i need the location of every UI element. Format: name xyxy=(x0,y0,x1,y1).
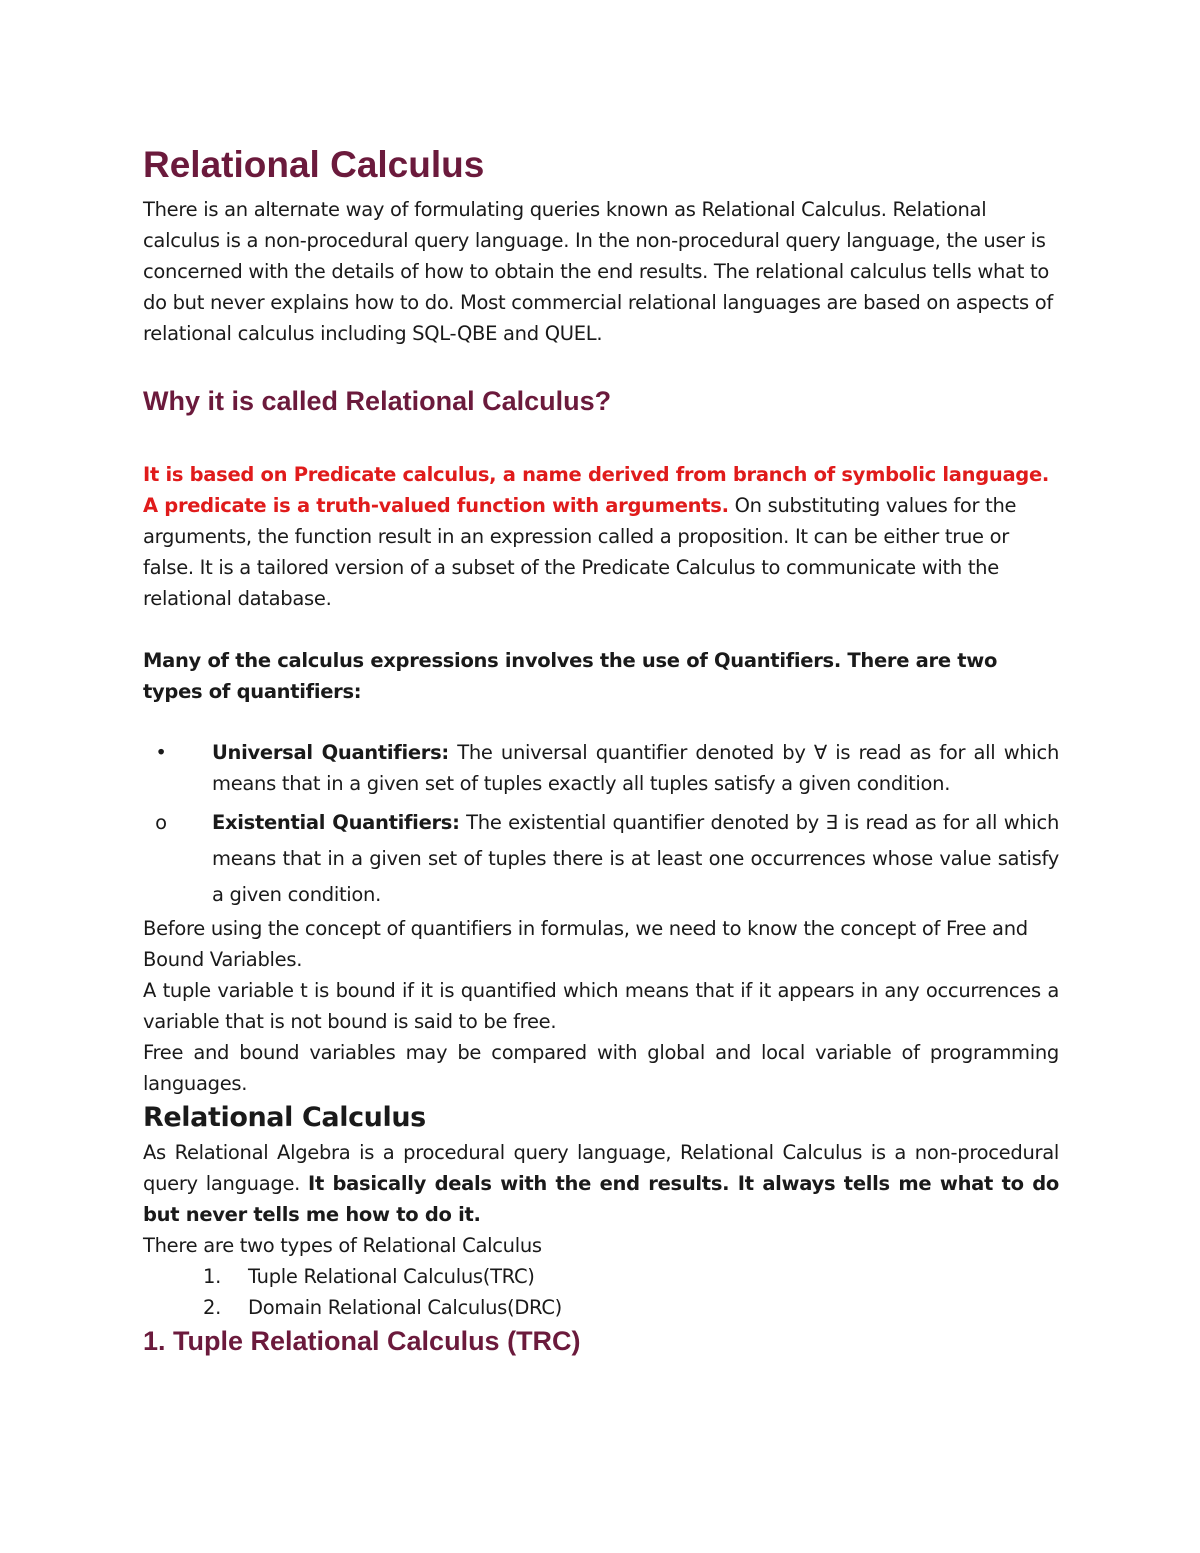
list-item xyxy=(143,805,1059,913)
list-number: 2. xyxy=(203,1296,222,1319)
quantifier-label: Universal Quantifiers: xyxy=(212,741,449,764)
free-bound-paragraph-3: Free and bound variables may be compared with global and local variable of programming languages. xyxy=(143,1041,1059,1095)
why-heading: Why it is called Relational Calculus? xyxy=(143,386,612,416)
types-intro: There are two types of Relational Calculus xyxy=(143,1234,542,1257)
list-item-label: Tuple Relational Calculus(TRC) xyxy=(248,1265,535,1288)
page-title: Relational Calculus xyxy=(143,144,485,185)
circle-bullet-icon: o xyxy=(155,811,167,834)
section-bold-text: It basically deals with the end results. It always tells me what to do but never tells me how to do it. xyxy=(143,1172,1060,1226)
free-bound-paragraph-2: A tuple variable t is bound if it is quantified which means that if it appears in any occurrences a variable that is not bound is said to be free. xyxy=(143,979,1059,1033)
intro-paragraph: There is an alternate way of formulating queries known as Relational Calculus. Relational calculus is a non-procedural query language. In the non-procedural query language, the user is concerned with the details of how to obtain the end results. The relational calculus tells what to do but never explains how to do. Most commercial relational languages are based on aspects of relational calculus including SQL-QBE and QUEL. xyxy=(143,198,1053,345)
quantifier-text: The existential quantifier denoted by ∃ is read as for all which means that in a given set of tuples there is at least one occurrences whose value satisfy a given condition. xyxy=(212,811,1059,906)
list-item xyxy=(143,737,1059,799)
types-list xyxy=(143,1261,1059,1323)
list-item-label: Domain Relational Calculus(DRC) xyxy=(248,1296,562,1319)
quantifier-text: The universal quantifier denoted by ∀ is read as for all which means that in a given set of tuples exactly all tuples satisfy a given condition. xyxy=(212,741,1059,795)
free-bound-paragraph-1: Before using the concept of quantifiers in formulas, we need to know the concept of Free and Bound Variables. xyxy=(143,917,1028,971)
why-red-text-1: It is based on Predicate calculus, a name derived from branch of symbolic language. xyxy=(143,463,1049,486)
bullet-icon: • xyxy=(155,741,167,764)
list-item xyxy=(143,1261,1059,1292)
trc-heading: 1. Tuple Relational Calculus (TRC) xyxy=(143,1326,581,1356)
section-text: As Relational Algebra is a procedural query language, Relational Calculus is a non-procedural query language. xyxy=(143,1141,1059,1195)
quantifier-label: Existential Quantifiers: xyxy=(212,811,460,834)
section-paragraph xyxy=(143,1137,1059,1230)
list-number: 1. xyxy=(203,1265,222,1288)
why-red-text-2: A predicate is a truth-valued function with arguments. xyxy=(143,494,729,517)
list-item xyxy=(143,1292,1059,1323)
document-page xyxy=(143,140,1059,1359)
quantifiers-intro: Many of the calculus expressions involves the use of Quantifiers. There are two types of quantifiers: xyxy=(143,649,998,703)
why-paragraph xyxy=(143,459,1059,614)
why-rest-text: On substituting values for the arguments, the function result in an expression called a proposition. It can be either true or false. It is a tailored version of a subset of the Predicate Calculus to communicate with the relational database. xyxy=(143,494,1017,610)
section-heading: Relational Calculus xyxy=(143,1102,426,1133)
quantifier-list xyxy=(143,737,1059,913)
